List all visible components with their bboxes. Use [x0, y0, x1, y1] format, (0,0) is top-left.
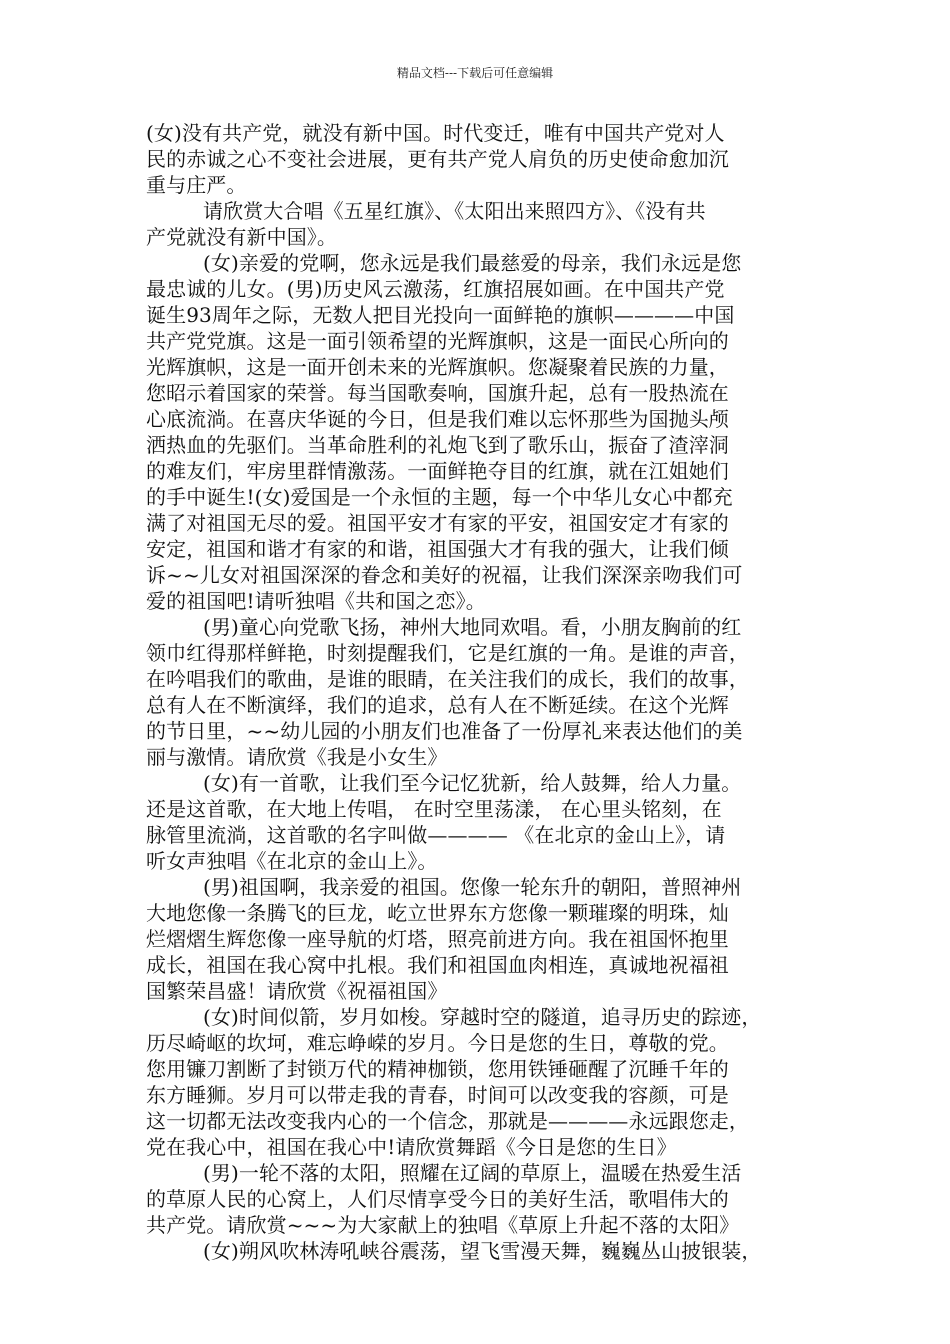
text-line: (男)祖国啊，我亲爱的祖国。您像一轮东升的朝阳，普照神州	[203, 875, 742, 899]
text-line: 听女声独唱《在北京的金山上》。	[146, 849, 438, 873]
text-line: 党在我心中，祖国在我心中!请欣赏舞蹈《今日是您的生日》	[146, 1135, 677, 1159]
page-header: 精品文档---下载后可任意编辑	[396, 66, 554, 80]
text-line: 这一切都无法改变我内心的一个信念，那就是————永远跟您走，	[146, 1109, 749, 1133]
text-line: 大地您像一条腾飞的巨龙，屹立世界东方您像一颗璀璨的明珠，灿	[146, 901, 729, 925]
text-line: 光辉旗帜，这是一面开创未来的光辉旗帜。您凝聚着民族的力量，	[146, 355, 729, 379]
document-body	[146, 120, 810, 1264]
text-line: 领巾红得那样鲜艳，时刻提醒我们，它是红旗的一角。是谁的声音，	[146, 641, 749, 665]
text-line: 的手中诞生!(女)爱国是一个永恒的主题，每一个中华儿女心中都充	[146, 485, 733, 509]
text-line: (男)一轮不落的太阳，照耀在辽阔的草原上，温暖在热爱生活	[203, 1161, 742, 1185]
text-line: (女)朔风吹林涛吼峡谷震荡，望飞雪漫天舞，巍巍丛山披银装，	[203, 1239, 762, 1263]
text-line: 最忠诚的儿女。(男)历史风云激荡，红旗招展如画。在中国共产党	[146, 277, 725, 301]
text-line: 重与庄严。	[146, 173, 247, 197]
text-line: 满了对祖国无尽的爱。祖国平安才有家的平安，祖国安定才有家的	[146, 511, 729, 535]
text-line: 东方睡狮。岁月可以带走我的青春，时间可以改变我的容颜，可是	[146, 1083, 729, 1107]
text-line: 在吟唱我们的歌曲，是谁的眼睛，在关注我们的成长，我们的故事，	[146, 667, 749, 691]
text-line: 共产党党旗。这是一面引领希望的光辉旗帜，这是一面民心所向的	[146, 329, 729, 353]
text-line: (女)有一首歌，让我们至今记忆犹新，给人鼓舞，给人力量。	[203, 771, 742, 795]
text-line: 的节日里，~~幼儿园的小朋友们也准备了一份厚礼来表达他们的美	[146, 719, 743, 743]
text-line: 脉管里流淌，这首歌的名字叫做———— 《在北京的金山上》，请	[146, 823, 726, 847]
text-line: 产党就没有新中国》。	[146, 225, 337, 249]
text-line: 洒热血的先驱们。当革命胜利的礼炮飞到了歌乐山，振奋了渣滓洞	[146, 433, 729, 457]
text-line: 国繁荣昌盛！请欣赏《祝福祖国》	[146, 979, 448, 1003]
text-line: 诞生93周年之际，无数人把目光投向一面鲜艳的旗帜————中国	[146, 303, 735, 327]
text-line: 民的赤诚之心不变社会进展，更有共产党人肩负的历史使命愈加沉	[146, 147, 729, 171]
text-line: 的难友们，牢房里群情激荡。一面鲜艳夺目的红旗，就在江姐她们	[146, 459, 729, 483]
text-line: 诉~~儿女对祖国深深的眷念和美好的祝福，让我们深深亲吻我们可	[146, 563, 743, 587]
text-line: 成长，祖国在我心窝中扎根。我们和祖国血肉相连，真诚地祝福祖	[146, 953, 729, 977]
text-line: 总有人在不断演绎，我们的追求，总有人在不断延续。在这个光辉	[146, 693, 729, 717]
text-line: 的草原人民的心窝上，人们尽情享受今日的美好生活，歌唱伟大的	[146, 1187, 729, 1211]
text-line: (女)没有共产党，就没有新中国。时代变迁，唯有中国共产党对人	[146, 121, 725, 145]
text-line: (女)时间似箭，岁月如梭。穿越时空的隧道，追寻历史的踪迹，	[203, 1005, 762, 1029]
text-line: 丽与激情。请欣赏《我是小女生》	[146, 745, 448, 769]
text-line: 请欣赏大合唱《五星红旗》、《太阳出来照四方》、《没有共	[203, 199, 706, 223]
text-line: 共产党。请欣赏~~~为大家献上的独唱《草原上升起不落的太阳》	[146, 1213, 740, 1237]
text-line: (女)亲爱的党啊，您永远是我们最慈爱的母亲，我们永远是您	[203, 251, 742, 275]
text-line: 心底流淌。在喜庆华诞的今日，但是我们难以忘怀那些为国抛头颅	[146, 407, 729, 431]
text-line: 您用镰刀割断了封锁万代的精神枷锁，您用铁锤砸醒了沉睡千年的	[146, 1057, 729, 1081]
text-line: 还是这首歌，在大地上传唱， 在时空里荡漾， 在心里头铭刻，在	[146, 797, 722, 821]
text-line: 烂熠熠生辉您像一座导航的灯塔，照亮前进方向。我在祖国怀抱里	[146, 927, 729, 951]
text-line: 爱的祖国吧!请听独唱《共和国之恋》。	[146, 589, 486, 613]
text-line: (男)童心向党歌飞扬，神州大地同欢唱。看，小朋友胸前的红	[203, 615, 742, 639]
text-line: 安定，祖国和谐才有家的和谐，祖国强大才有我的强大，让我们倾	[146, 537, 729, 561]
text-line: 您昭示着国家的荣誉。每当国歌奏响，国旗升起，总有一股热流在	[146, 381, 729, 405]
text-line: 历尽崎岖的坎坷，难忘峥嵘的岁月。今日是您的生日，尊敬的党。	[146, 1031, 729, 1055]
